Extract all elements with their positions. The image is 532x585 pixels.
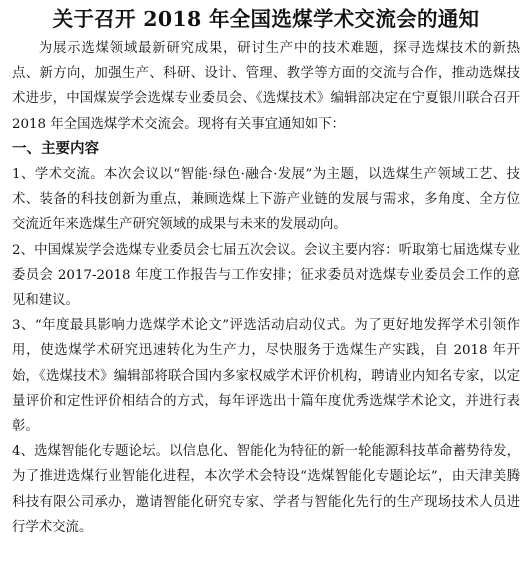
content-item-intelligence-forum: 4、选煤智能化专题论坛。以信息化、智能化为特征的新一轮能源科技革命蓄势待发，为了推进选煤行业智能化进程，本次学术会特设“选煤智能化专题论坛”，由天津美腾科技有限公司承办，邀请智能化研究专家、学者与智能化先行的生产现场技术人员进行学术交流。 [12,444,520,535]
content-item-academic-exchange: 1、学术交流。本次会议以“智能·绿色·融合·发展”为主题，以选煤生产领域工艺、技术、装备的科技创新为重点，兼顾选煤上下游产业链的发展与需求，多角度、全方位交流近年来选煤生产研究领域的成果与未来的发展动向。 [12,167,520,233]
notice-title: 关于召开 2018 年全国选煤学术交流会的通知 [52,7,480,31]
content-item-committee-meeting: 2、中国煤炭学会选煤专业委员会七届五次会议。会议主要内容：听取第七届选煤专业委员会 2017-2018 年度工作报告与工作安排；征求委员对选煤专业委员会工作的意见和建议。 [12,242,520,309]
section-heading: 一、主要内容 [12,140,99,157]
content-item-paper-award: 3、“年度最具影响力选煤学术论文”评选活动启动仪式。为了更好地发挥学术引领作用，使选煤学术研究迅速转化为生产力，尽快服务于选煤生产实践，自 2018 年开始，《选煤技术》编辑部将联合国内多家权威学术评价机构，聘请业内知名专家，以定量评价和定性评价相结合的方式，每年评选出十篇年度优秀选煤学术论文，并进行表彰。 [12,318,520,435]
intro-paragraph: 为展示选煤领域最新研究成果，研讨生产中的技术难题，探寻选煤技术的新热点、新方向，加强生产、科研、设计、管理、教学等方面的交流与合作，推动选煤技术进步，中国煤炭学会选煤专业委员会、《选煤技术》编辑部决定在宁夏银川联合召开 2018 年全国选煤学术交流会。现将有关事宜通知如下： [12,41,520,132]
